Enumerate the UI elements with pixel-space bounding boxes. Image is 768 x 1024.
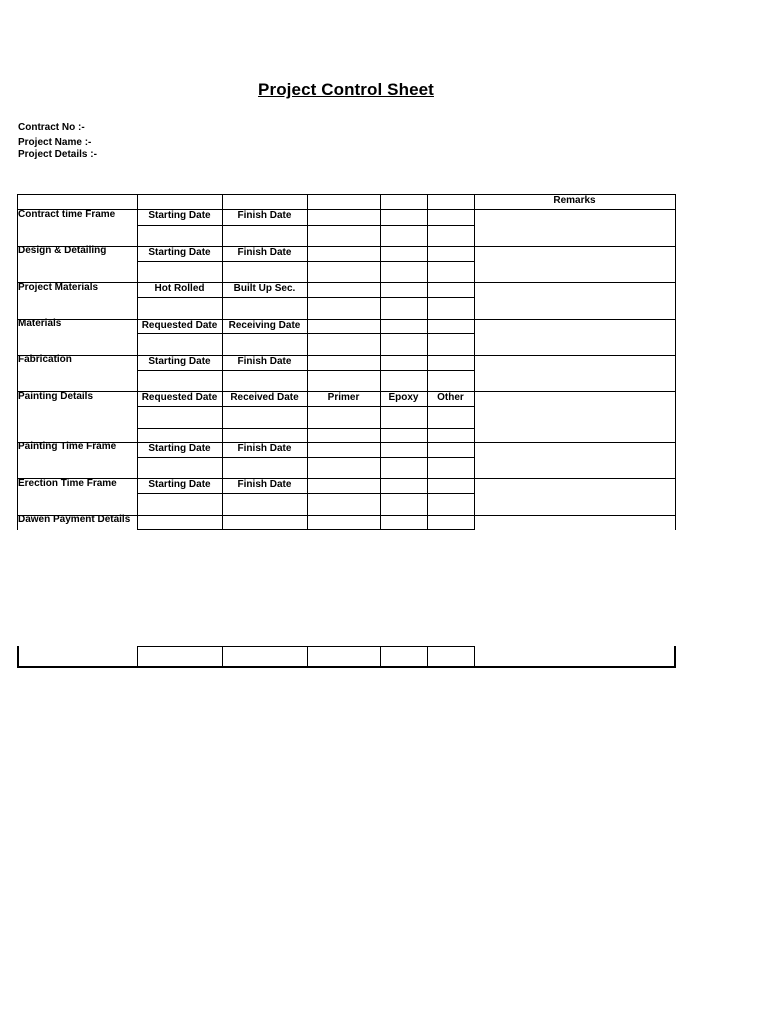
page-title: Project Control Sheet — [258, 80, 434, 99]
row-label-design-detailing: Design & Detailing — [18, 245, 107, 256]
table-cell: Receiving Date — [228, 320, 301, 331]
contract-no-label: Contract No :- — [18, 122, 85, 133]
project-details-label: Project Details :- — [18, 149, 97, 160]
table-cell: Starting Date — [148, 356, 211, 367]
table-cell: Starting Date — [148, 479, 211, 490]
table-cell: Finish Date — [237, 356, 292, 367]
table-cell: Received Date — [230, 392, 299, 403]
row-label-painting-time-frame: Painting Time Frame — [18, 441, 117, 452]
table-cell: Other — [437, 392, 464, 403]
table-cell: Epoxy — [388, 392, 419, 403]
row-label-dawen-payment-details: Dawen Payment Details — [18, 514, 131, 525]
table-cell: Requested Date — [141, 320, 218, 331]
table-cell: Hot Rolled — [154, 283, 205, 294]
row-label-contract-time-frame: Contract time Frame — [18, 209, 116, 220]
row-label-painting-details: Painting Details — [18, 391, 94, 402]
table-cell: Finish Date — [237, 479, 292, 490]
table-cell: Finish Date — [237, 210, 292, 221]
table-cell: Finish Date — [237, 247, 292, 258]
table-cell: Starting Date — [148, 443, 211, 454]
table-cell: Built Up Sec. — [233, 283, 296, 294]
table-cell: Starting Date — [148, 247, 211, 258]
row-label-materials: Materials — [18, 318, 62, 329]
table-cell: Primer — [327, 392, 360, 403]
table-cell: Starting Date — [148, 210, 211, 221]
row-label-erection-time-frame: Erection Time Frame — [18, 478, 117, 489]
table-cell: Finish Date — [237, 443, 292, 454]
row-label-fabrication: Fabrication — [18, 354, 72, 365]
remarks-header: Remarks — [553, 195, 596, 206]
table-cell: Requested Date — [141, 392, 218, 403]
project-name-label: Project Name :- — [18, 137, 92, 148]
row-label-project-materials: Project Materials — [18, 282, 99, 293]
